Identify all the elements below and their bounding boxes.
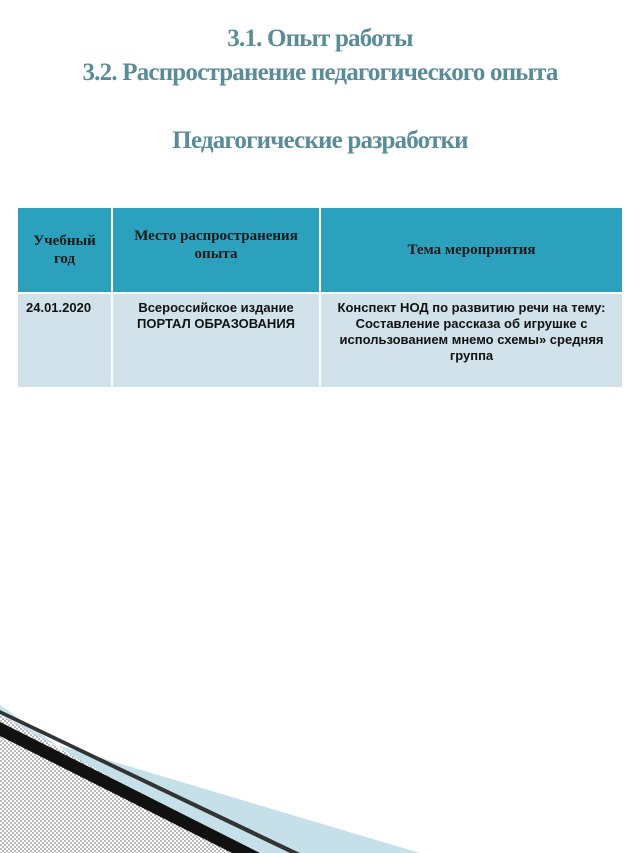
cell-place: Всероссийское издание ПОРТАЛ ОБРАЗОВАНИЯ xyxy=(112,293,320,388)
column-header-topic: Тема мероприятия xyxy=(320,207,623,293)
cell-year: 24.01.2020 xyxy=(17,293,112,388)
section-title-experience: 3.1. Опыт работы xyxy=(227,25,413,52)
title-block xyxy=(0,22,640,90)
cell-topic: Конспект НОД по развитию речи на тему: Составление рассказа об игрушке с использованием мнемо схемы» средняя группа xyxy=(320,293,623,388)
page-subtitle: Педагогические разработки xyxy=(172,127,468,154)
section-title-dissemination: 3.2. Распространение педагогического опыта xyxy=(82,59,558,86)
corner-decoration xyxy=(0,700,640,853)
column-header-place: Место распространения опыта xyxy=(112,207,320,293)
column-header-year: Учебный год xyxy=(17,207,112,293)
table-row xyxy=(17,293,623,388)
table-header-row xyxy=(17,207,623,293)
developments-table xyxy=(16,206,624,389)
